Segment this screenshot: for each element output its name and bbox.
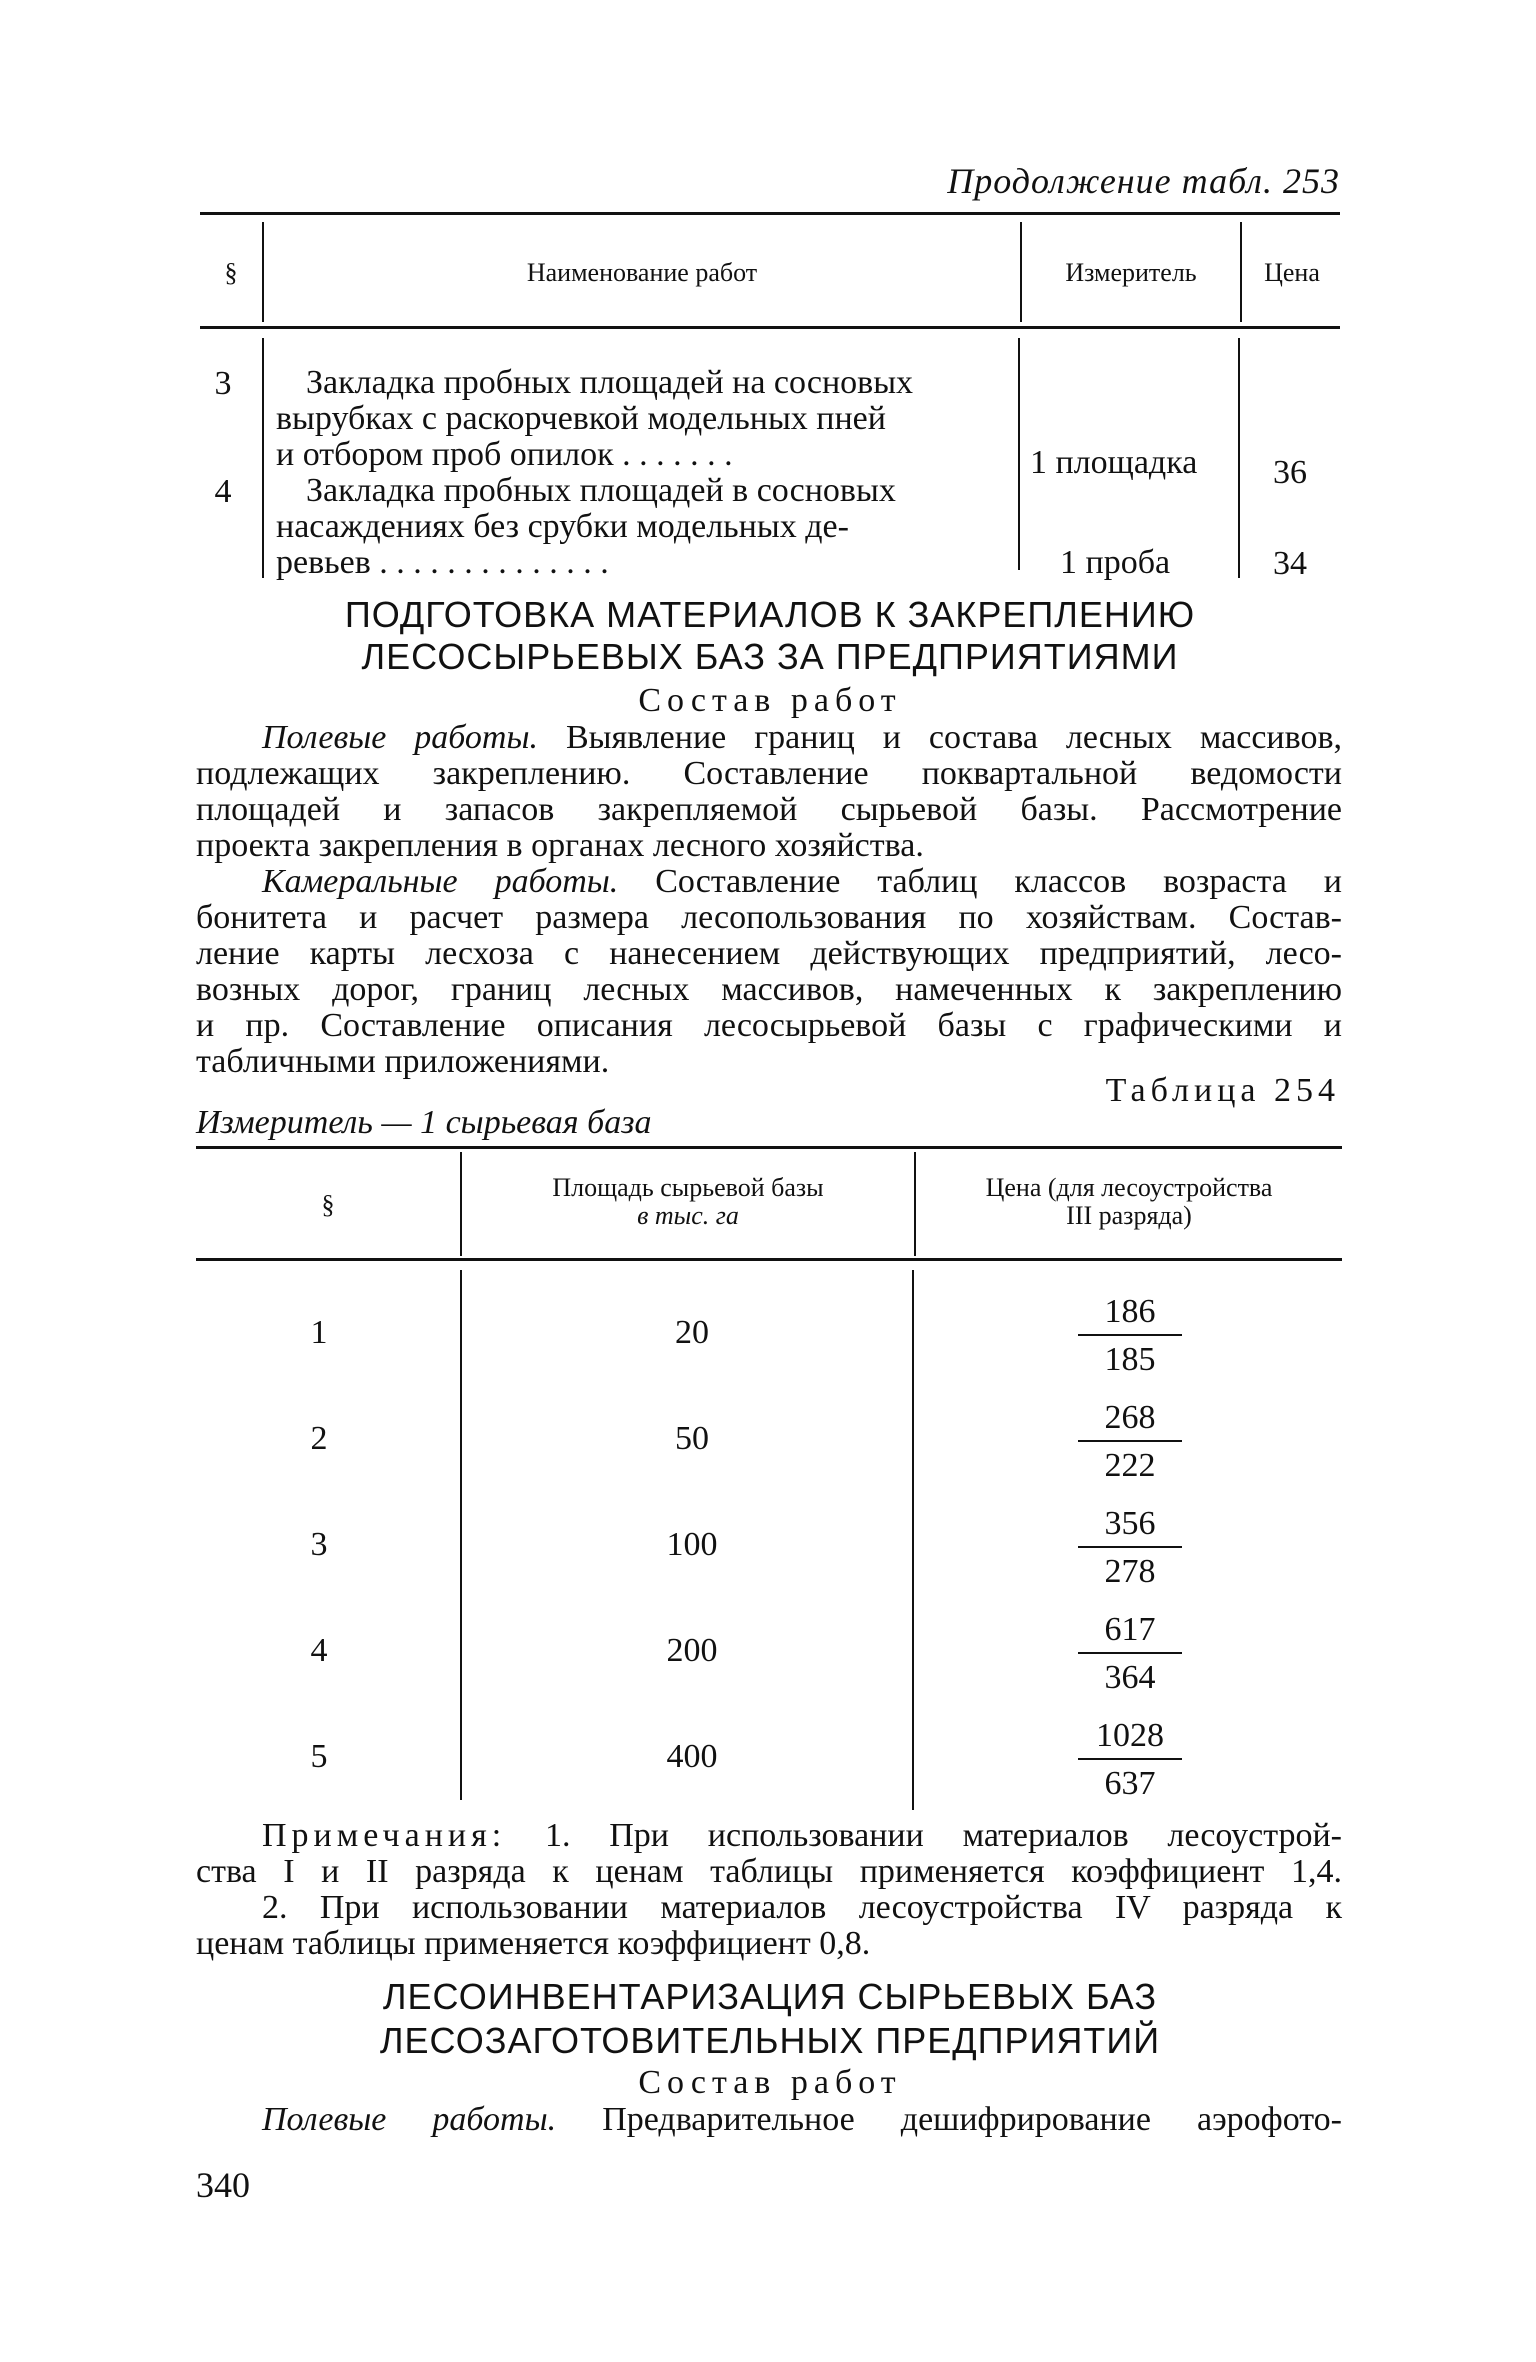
header-name: Наименование работ <box>526 258 758 287</box>
row-3-text-line1: Закладка пробных площадей на сосновых <box>306 364 914 401</box>
table-254-unit-label: Измеритель — 1 сырьевая база <box>196 1104 652 1141</box>
section-1-title-line2: ЛЕСОСЫРЬЕВЫХ БАЗ ЗА ПРЕДПРИЯТИЯМИ <box>361 636 1179 677</box>
section-2-title-line1: ЛЕСОИНВЕНТАРИЗАЦИЯ СЫРЬЕВЫХ БАЗ <box>382 1976 1158 2017</box>
row-3-price: 36 <box>1273 454 1307 491</box>
row-4-price: 34 <box>1273 545 1307 582</box>
table-254-row-2-section: 2 <box>310 1420 328 1457</box>
row-3-section: 3 <box>214 365 232 402</box>
office-works-label: Камеральные работы. <box>262 863 619 900</box>
section-1-paragraph-1: Полевые работы. Выявление границ и состава лесных массивов, подлежащих закреплению. Составление поквартальной ведомости площадей и запасов закрепляемой сырьевой базы. Рассмотрение проекта закрепления в органах лесного хозяйства. <box>196 719 1342 864</box>
table-254-row-4-price: 617 364 <box>1080 1612 1180 1696</box>
table-254-row-5-section: 5 <box>310 1738 328 1775</box>
header-price: Цена <box>1264 258 1320 287</box>
continuation-label: Продолжение табл. 253 <box>947 161 1340 201</box>
section-1-subtitle: Состав работ <box>638 682 902 719</box>
table-254-row-2-area: 50 <box>675 1420 709 1457</box>
table-254-row-2-price: 268 222 <box>1080 1400 1180 1484</box>
row-3-unit: 1 площадка <box>1030 444 1198 481</box>
table-254-row-3-area: 100 <box>666 1526 718 1563</box>
table-254-row-1-price: 186 185 <box>1080 1294 1180 1378</box>
section-2-field-works-label: Полевые работы. <box>262 2101 557 2138</box>
row-4-text-line2: насаждениях без срубки модельных де- <box>276 508 849 545</box>
table-254-row-5-area: 400 <box>666 1738 718 1775</box>
table-254-header-section: § <box>321 1190 335 1219</box>
section-1-paragraph-2: Камеральные работы. Составление таблиц классов возраста и бонитета и расчет размера лесопользования по хозяйствам. Состав- ление карты лесхоза с нанесением действующих предприятий, лесо- возных дорог, границ лесных массивов, намеченных к закреплению и пр. Составление описания лесосырьевой базы с графическими и табличными приложениями. <box>196 863 1342 1080</box>
table-254-row-4-section: 4 <box>310 1632 328 1669</box>
section-2-subtitle: Состав работ <box>638 2064 902 2101</box>
table-254-header-area: Площадь сырьевой базы в тыс. га <box>552 1173 824 1230</box>
section-2-title-line2: ЛЕСОЗАГОТОВИТЕЛЬНЫХ ПРЕДПРИЯТИЙ <box>379 2020 1161 2061</box>
page-number: 340 <box>196 2165 250 2205</box>
header-unit: Измеритель <box>1065 258 1197 287</box>
field-works-label: Полевые работы. <box>262 719 539 756</box>
table-254-row-1-area: 20 <box>675 1314 709 1351</box>
table-254-row-3-section: 3 <box>310 1526 328 1563</box>
table-254-notes: Примечания: 1. При использовании материалов лесоустрой- ства I и II разряда к ценам таблицы применяется коэффициент 1,4. 2. При использовании материалов лесоустройства IV разряда к ценам таблицы применяется коэффициент 0,8. <box>196 1817 1342 1962</box>
row-4-text-line3: ревьев . . . . . . . . . . . . . . <box>276 544 609 581</box>
table-254-row-4-area: 200 <box>666 1632 718 1669</box>
header-section: § <box>224 258 238 287</box>
section-1-title-line1: ПОДГОТОВКА МАТЕРИАЛОВ К ЗАКРЕПЛЕНИЮ <box>344 594 1196 635</box>
table-254-header-price: Цена (для лесоустройства III разряда) <box>985 1173 1273 1230</box>
row-4-text-line1: Закладка пробных площадей в сосновых <box>306 472 896 509</box>
table-253-top-rule <box>200 212 1340 215</box>
row-3-text-line2: вырубках с раскорчевкой модельных пней <box>276 400 886 437</box>
row-4-section: 4 <box>214 473 232 510</box>
section-2-paragraph-1: Полевые работы. Предварительное дешифрирование аэрофото- <box>262 2101 1342 2138</box>
table-254-caption: Таблица 254 <box>1105 1072 1340 1109</box>
table-253-header-rule <box>200 326 1340 329</box>
table-254-row-3-price: 356 278 <box>1080 1506 1180 1590</box>
notes-label: Примечания: <box>262 1817 507 1854</box>
table-254-row-1-section: 1 <box>310 1314 328 1351</box>
row-3-text-line3: и отбором проб опилок . . . . . . . <box>276 436 733 473</box>
row-4-unit: 1 проба <box>1060 544 1171 581</box>
table-254-row-5-price: 1028 637 <box>1080 1718 1180 1802</box>
